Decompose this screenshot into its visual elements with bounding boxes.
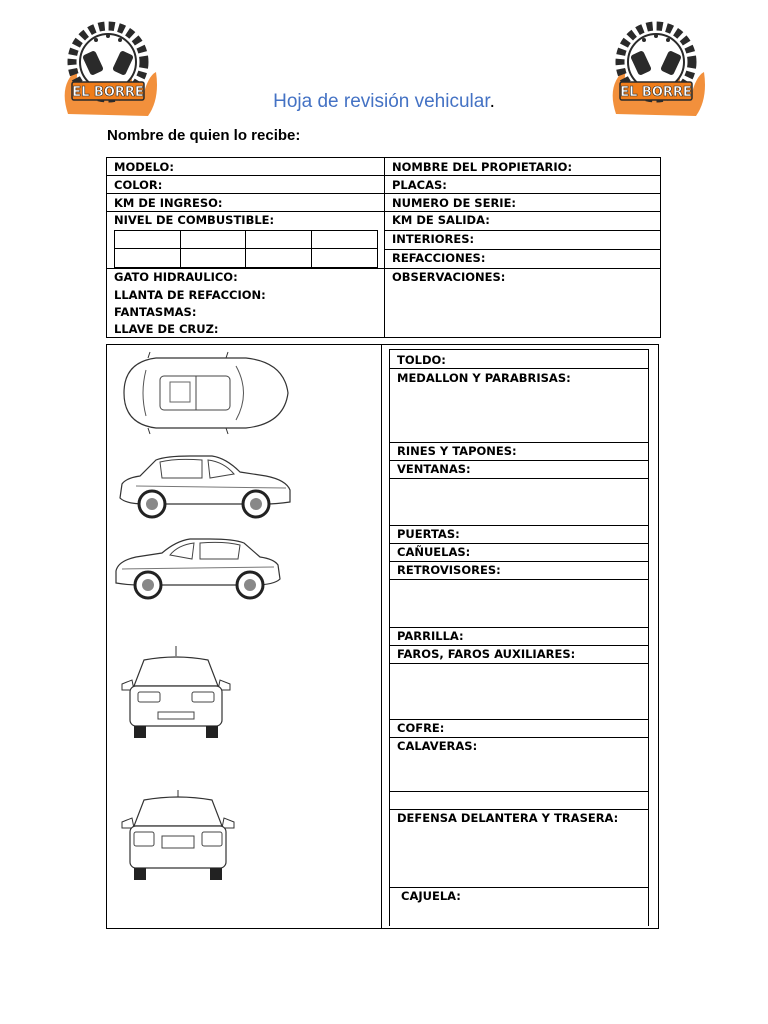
taillights-label: CALAVERAS: (397, 739, 478, 753)
jack-label: GATO HIDRAULICO: (114, 270, 238, 284)
fuel-cell[interactable] (115, 231, 181, 249)
car-side-right (114, 535, 284, 603)
windshield-label: MEDALLON Y PARABRISAS: (397, 371, 571, 385)
row-divider (390, 719, 648, 720)
row-divider (384, 268, 660, 269)
row-divider (390, 663, 648, 664)
fuel-cell[interactable] (181, 249, 247, 267)
vehicle-info-table (106, 157, 661, 338)
row-divider (384, 193, 660, 194)
column-divider (381, 345, 382, 928)
row-divider (107, 268, 384, 269)
observations-label: OBSERVACIONES: (392, 270, 506, 284)
row-divider (384, 175, 660, 176)
bumpers-label: DEFENSA DELANTERA Y TRASERA: (397, 811, 619, 825)
row-divider (390, 737, 648, 738)
spare-parts-label: REFACCIONES: (392, 251, 486, 265)
row-divider (390, 561, 648, 562)
fuel-cell[interactable] (246, 249, 312, 267)
row-divider (390, 645, 648, 646)
row-divider (107, 193, 384, 194)
logo-text: EL BORRE (620, 85, 692, 100)
car-rear-view (118, 788, 238, 884)
trunk-label: CAJUELA: (401, 889, 461, 903)
mirrors-label: RETROVISORES: (397, 563, 501, 577)
row-divider (107, 211, 384, 212)
row-divider (390, 809, 648, 810)
car-side-left (116, 452, 294, 522)
row-divider (390, 460, 648, 461)
column-divider (384, 158, 385, 337)
row-divider (390, 442, 648, 443)
receiver-label: Nombre de quien lo recibe: (107, 127, 301, 144)
km-salida-label: KM DE SALIDA: (392, 213, 490, 227)
row-divider (390, 543, 648, 544)
row-divider (384, 211, 660, 212)
grille-label: PARRILLA: (397, 629, 464, 643)
fuel-cell[interactable] (312, 249, 378, 267)
row-divider (390, 525, 648, 526)
spare-tire-label: LLANTA DE REFACCION: (114, 288, 266, 302)
car-top-view (116, 350, 292, 436)
car-front-view (118, 646, 234, 740)
row-divider (390, 887, 648, 888)
row-divider (390, 791, 648, 792)
fuel-cell[interactable] (115, 249, 181, 267)
row-divider (384, 230, 660, 231)
rims-label: RINES Y TAPONES: (397, 444, 517, 458)
row-divider (384, 249, 660, 250)
row-divider (107, 175, 384, 176)
toldo-label: TOLDO: (397, 353, 446, 367)
km-ingreso-label: KM DE INGRESO: (114, 196, 223, 210)
windows-label: VENTANAS: (397, 462, 471, 476)
logo-text: EL BORRE (72, 85, 144, 100)
title-text: Hoja de revisión vehicular (273, 91, 490, 112)
fantasmas-label: FANTASMAS: (114, 305, 197, 319)
fuel-level-grid[interactable] (114, 230, 378, 268)
fuel-cell[interactable] (246, 231, 312, 249)
row-divider (390, 368, 648, 369)
hood-label: COFRE: (397, 721, 445, 735)
fuel-level-label: NIVEL DE COMBUSTIBLE: (114, 213, 275, 227)
document-title (0, 91, 768, 113)
fuel-cell[interactable] (312, 231, 378, 249)
canuelas-label: CAÑUELAS: (397, 545, 471, 559)
row-divider (390, 627, 648, 628)
serial-label: NUMERO DE SERIE: (392, 196, 517, 210)
inspection-checklist (389, 349, 649, 926)
doors-label: PUERTAS: (397, 527, 460, 541)
interiors-label: INTERIORES: (392, 232, 475, 246)
lug-wrench-label: LLAVE DE CRUZ: (114, 322, 219, 336)
plates-label: PLACAS: (392, 178, 447, 192)
modelo-label: MODELO: (114, 160, 174, 174)
fuel-cell[interactable] (181, 231, 247, 249)
row-divider (390, 579, 648, 580)
title-punct: . (489, 91, 495, 112)
color-label: COLOR: (114, 178, 163, 192)
owner-label: NOMBRE DEL PROPIETARIO: (392, 160, 573, 174)
headlights-label: FAROS, FAROS AUXILIARES: (397, 647, 576, 661)
row-divider (390, 478, 648, 479)
